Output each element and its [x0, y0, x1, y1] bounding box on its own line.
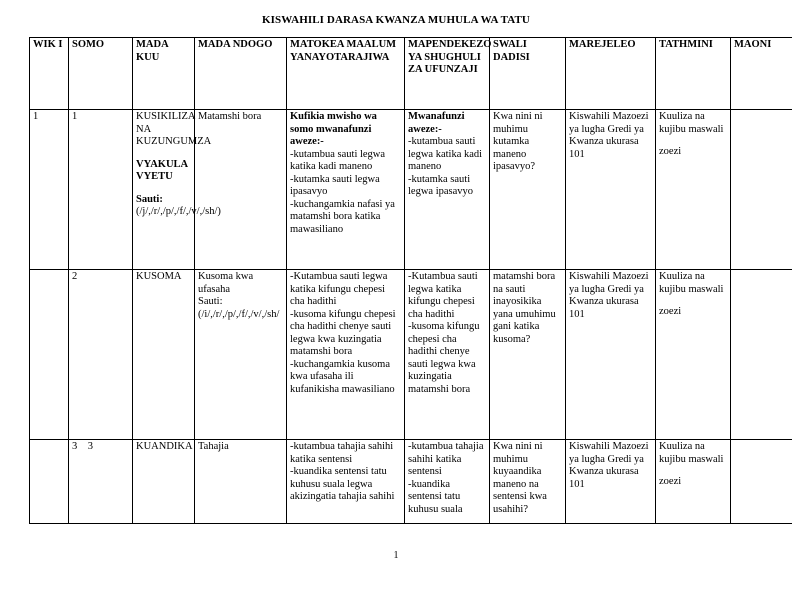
table-row [30, 110, 792, 270]
mada-kuu-subtitle: VYAKULA VYETU [136, 158, 188, 182]
matokeo-item: -kuchangamkia nafasi ya matamshi bora katika mawasiliano [290, 198, 395, 235]
header-mada-ndogo: MADA NDOGO [195, 38, 287, 110]
matokeo-lead: Kufikia mwisho wa somo mwanafunzi aweze:- [290, 111, 377, 147]
cell-swali-dadisi: Kwa nini ni muhimu kutamka maneno ipasavyo? [490, 110, 566, 270]
cell-mapendekezo [405, 440, 490, 524]
cell-maoni [731, 440, 792, 524]
cell-tathmini [656, 270, 731, 440]
cell-wiki: 1 [30, 110, 69, 270]
tathmini-exercise: zoezi [659, 306, 682, 317]
header-swali-dadisi: SWALI DADISI [490, 38, 566, 110]
cell-matokeo [287, 110, 405, 270]
matokeo-item: -Kutambua sauti legwa katika kifungu chepesi cha hadithi [290, 271, 388, 307]
header-marejeleo: MAREJELEO [566, 38, 656, 110]
cell-wiki [30, 270, 69, 440]
mapendekezo-item: -kutamka sauti legwa ipasavyo [408, 173, 474, 197]
header-maoni: MAONI [731, 38, 792, 110]
tathmini-exercise: zoezi [659, 476, 682, 487]
mada-ndogo-sauti: Sauti:(/i/,/r/,/p/,/f/,/v/,/sh/ [198, 296, 280, 320]
cell-mada-ndogo [195, 270, 287, 440]
mapendekezo-item: -kutambua sauti legwa katika kadi maneno [408, 136, 483, 172]
matokeo-item: -kutambua tahajia sahihi katika sentensi [290, 441, 394, 465]
cell-mada-ndogo: Matamshi bora [195, 110, 287, 270]
tathmini-method: Kuuliza na kujibu maswali [659, 271, 724, 295]
cell-maoni [731, 110, 792, 270]
matokeo-item: -kusoma kifungu chepesi cha hadithi chenye sauti legwa kwa kuzingatia matamshi bora [290, 308, 396, 357]
cell-marejeleo: Kiswahili Mazoezi ya lugha Gredi ya Kwanza ukurasa 101 [566, 110, 656, 270]
cell-matokeo [287, 440, 405, 524]
cell-tathmini [656, 110, 731, 270]
header-somo: SOMO [69, 38, 133, 110]
mapendekezo-item: -kuandika sentensi tatu kuhusu suala [408, 478, 463, 515]
cell-somo: 2 [69, 270, 133, 440]
table-row [30, 440, 792, 524]
matokeo-item: -kutamka sauti legwa ipasavyo [290, 173, 380, 197]
cell-somo: 3 3 [69, 440, 133, 524]
page-number: 1 [393, 550, 399, 561]
cell-matokeo [287, 270, 405, 440]
cell-mada-ndogo: Tahajia [195, 440, 287, 524]
cell-mada-kuu: KUANDIKA [133, 440, 195, 524]
header-tathmini: TATHMINI [656, 38, 731, 110]
mapendekezo-item: -kusoma kifungu chepesi cha hadithi chenye sauti legwa kwa kuzingatia matamshi bora [408, 321, 480, 395]
cell-marejeleo: Kiswahili Mazoezi ya lugha Gredi ya Kwanza ukurasa 101 [566, 270, 656, 440]
table-header-row [30, 38, 792, 110]
header-mada-kuu: MADA KUU [133, 38, 195, 110]
mada-kuu-text: KUSIKILIZA NA KUZUNGUMZA [136, 111, 212, 147]
tathmini-method: Kuuliza na kujibu maswali [659, 441, 724, 465]
cell-somo: 1 [69, 110, 133, 270]
sauti-label: Sauti: [136, 193, 163, 205]
scheme-of-work-table [29, 37, 792, 524]
header-matokeo: MATOKEA MAALUM YANAYOTARAJIWA [287, 38, 405, 110]
mapendekezo-item: -kutambua tahajia sahihi katika sentensi [408, 441, 484, 477]
matokeo-item: -kutambua sauti legwa katika kadi maneno [290, 148, 386, 172]
matokeo-item: -kuandika sentensi tatu kuhusu suala legwa akizingatia tahajia sahihi [290, 466, 395, 502]
cell-mapendekezo [405, 110, 490, 270]
document-title: KISWAHILI DARASA KWANZA MUHULA WA TATU [262, 14, 530, 26]
cell-wiki [30, 440, 69, 524]
sauti-value: (/j/,/r/,/p/,/f/,/v/,/sh/) [136, 206, 221, 217]
tathmini-method: Kuuliza na kujibu maswali [659, 111, 724, 135]
cell-swali-dadisi: matamshi bora na sauti inayosikika yana umuhimu gani katika kusoma? [490, 270, 566, 440]
cell-maoni [731, 270, 792, 440]
table-row [30, 270, 792, 440]
mada-ndogo-text: Kusoma kwa ufasaha [198, 271, 254, 295]
cell-swali-dadisi: Kwa nini ni muhimu kuyaandika maneno na sentensi kwa usahihi? [490, 440, 566, 524]
cell-marejeleo: Kiswahili Mazoezi ya lugha Gredi ya Kwanza ukurasa 101 [566, 440, 656, 524]
header-mapendekezo: MAPENDEKEZO YA SHUGHULI ZA UFUNZAJI [405, 38, 490, 110]
mapendekezo-lead: Mwanafunzi aweze:- [408, 111, 465, 135]
tathmini-exercise: zoezi [659, 146, 682, 157]
mapendekezo-item: -Kutambua sauti legwa katika kifungu chepesi cha hadithi [408, 271, 478, 320]
cell-mada-kuu [133, 110, 221, 270]
cell-tathmini [656, 440, 731, 524]
cell-mapendekezo [405, 270, 490, 440]
cell-mada-kuu: KUSOMA [133, 270, 195, 440]
matokeo-item: -kuchangamkia kusoma kwa ufasaha ili kufanikisha mawasiliano [290, 358, 395, 395]
header-wiki: WIK I [30, 38, 69, 110]
